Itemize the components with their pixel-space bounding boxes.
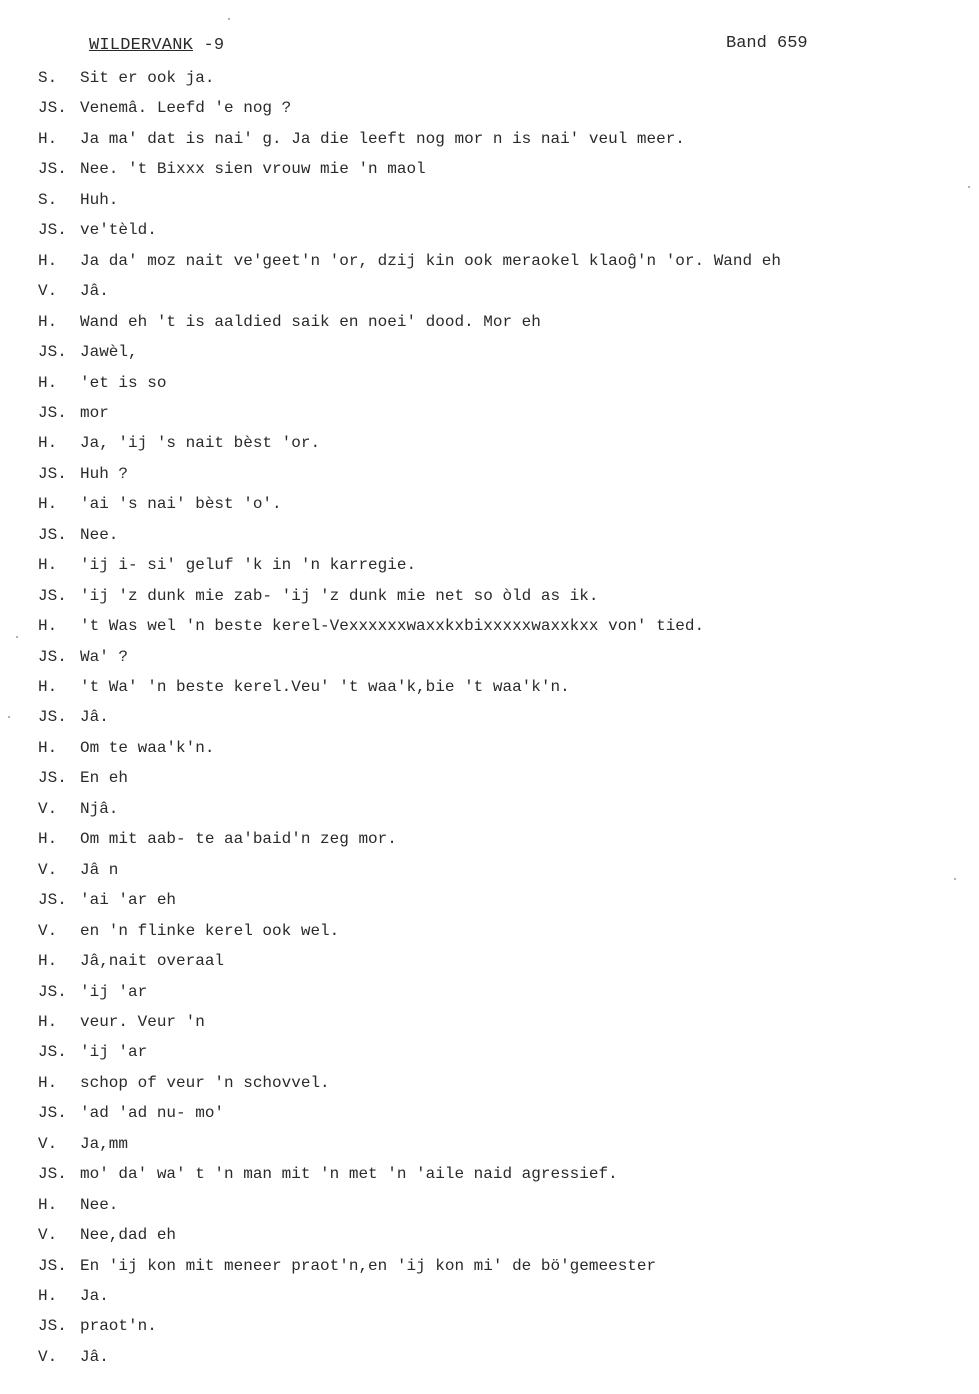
speaker-label: H. — [38, 556, 58, 575]
speaker-label: JS. — [38, 1104, 67, 1123]
speaker-label: V. — [38, 799, 58, 818]
transcript-line — [38, 128, 938, 150]
utterance-text: 't Wa' 'n beste kerel.Veu' 't waa'k,bie 't waa'k'n. — [80, 678, 570, 696]
utterance-text: Venemâ. Leefd 'e nog ? — [80, 99, 292, 118]
utterance-text: En eh — [80, 769, 129, 788]
utterance-text: Jâ. — [80, 708, 109, 727]
utterance-text: Sit er ook ja. — [80, 69, 215, 87]
transcript-line — [38, 554, 938, 576]
transcript-line — [38, 67, 938, 89]
utterance-text: Nee. 't Bixxx sien vrouw mie 'n maol — [80, 160, 426, 179]
speaker-label: JS. — [38, 1256, 67, 1275]
utterance-text: Ja,mm — [80, 1134, 129, 1153]
speaker-label: V. — [38, 1134, 58, 1153]
utterance-text: Njâ. — [80, 799, 119, 818]
utterance-text: Wa' ? — [80, 647, 129, 666]
utterance-text: 'ij 'ar — [80, 982, 148, 1001]
transcript-line — [38, 189, 938, 211]
page-number: -9 — [203, 36, 225, 55]
utterance-text: 't Was wel 'n beste kerel-Vexxxxxxwaxxkxbixxxxxwaxxkxx von' tied. — [80, 617, 705, 636]
utterance-text: En 'ij kon mit meneer praot'n,en 'ij kon mi' de bö'gemeester — [80, 1256, 657, 1275]
speaker-label: H. — [38, 617, 58, 636]
transcript-line — [38, 1041, 938, 1063]
speaker-label: V. — [38, 1226, 58, 1245]
transcript-line — [38, 798, 938, 820]
transcript-line — [38, 493, 938, 515]
transcript-line — [38, 158, 938, 180]
utterance-text: schop of veur 'n schovvel. — [80, 1073, 330, 1092]
utterance-text: veur. Veur 'n — [80, 1012, 205, 1031]
transcript-line — [38, 372, 938, 394]
speaker-label: V. — [38, 860, 58, 879]
transcript-line — [38, 1346, 938, 1368]
band-label: Band 659 — [726, 34, 808, 53]
speaker-label: V. — [38, 282, 58, 301]
speaker-label: H. — [38, 373, 58, 392]
speaker-label: H. — [38, 952, 58, 971]
speaker-label: H. — [38, 830, 58, 849]
transcript-line — [38, 432, 938, 454]
transcript-line — [38, 1224, 938, 1246]
transcript-line — [38, 585, 938, 607]
transcript-line — [38, 950, 938, 972]
utterance-text: 'ad 'ad nu- mo' — [80, 1104, 225, 1123]
speaker-label: JS. — [38, 464, 67, 483]
utterance-text: Jâ n — [80, 860, 119, 879]
speaker-label: H. — [38, 129, 58, 148]
speaker-label: H. — [38, 1073, 58, 1092]
transcript-line — [38, 1163, 938, 1185]
utterance-text: 'ij i- si' geluf 'k in 'n karregie. — [80, 556, 417, 575]
speaker-label: V. — [38, 921, 58, 940]
speaker-label: JS. — [38, 891, 67, 910]
place-name: WILDERVANK — [89, 36, 194, 55]
transcript-line — [38, 463, 938, 485]
speaker-label: H. — [38, 678, 58, 696]
scan-speck — [954, 878, 956, 880]
scan-speck — [16, 636, 18, 638]
speaker-label: JS. — [38, 1317, 67, 1336]
speaker-label: V. — [38, 1347, 58, 1366]
speaker-label: H. — [38, 1287, 58, 1305]
utterance-text: ve'tèld. — [80, 221, 157, 240]
transcript-line — [38, 1133, 938, 1155]
transcript-line — [38, 889, 938, 911]
transcript-line — [38, 767, 938, 789]
speaker-label: JS. — [38, 1043, 67, 1062]
speaker-label: S. — [38, 190, 58, 209]
transcript-line — [38, 1011, 938, 1033]
document-header — [89, 36, 224, 55]
speaker-label: JS. — [38, 647, 67, 666]
transcript-line — [38, 920, 938, 942]
utterance-text: Huh. — [80, 190, 119, 209]
speaker-label: JS. — [38, 221, 67, 240]
transcript-line — [38, 981, 938, 1003]
speaker-label: H. — [38, 495, 58, 514]
utterance-text: Jawèl, — [80, 343, 138, 362]
transcript-line — [38, 341, 938, 363]
utterance-text: praot'n. — [80, 1317, 157, 1336]
utterance-text: Ja da' moz nait ve'geet'n 'or, dzij kin ook meraokel klaoĝ'n 'or. Wand eh — [80, 251, 781, 270]
transcript-line — [38, 706, 938, 728]
utterance-text: Wand eh 't is aaldied saik en noei' dood. Mor eh — [80, 312, 541, 331]
utterance-text: 'ai 'ar eh — [80, 891, 177, 910]
utterance-text: 'ij 'z dunk mie zab- 'ij 'z dunk mie net so òld as ik. — [80, 586, 599, 605]
utterance-text: mo' da' wa' t 'n man mit 'n met 'n 'aile naid agressief. — [80, 1165, 618, 1184]
utterance-text: 'ij 'ar — [80, 1043, 148, 1062]
transcript-line — [38, 280, 938, 302]
speaker-label: H. — [38, 1012, 58, 1031]
transcript-line — [38, 737, 938, 759]
scan-speck — [968, 186, 970, 188]
transcript-line — [38, 1315, 938, 1337]
utterance-text: Jâ. — [80, 1347, 109, 1366]
transcript-line — [38, 646, 938, 668]
utterance-text: Ja ma' dat is nai' g. Ja die leeft nog mor n is nai' veul meer. — [80, 129, 685, 148]
utterance-text: Jâ. — [80, 282, 109, 301]
transcript-line — [38, 1102, 938, 1124]
utterance-text: Nee,dad eh — [80, 1226, 177, 1245]
speaker-label: S. — [38, 69, 58, 87]
speaker-label: JS. — [38, 403, 67, 422]
transcript-line — [38, 828, 938, 850]
transcript-line — [38, 219, 938, 241]
utterance-text: Ja, 'ij 's nait bèst 'or. — [80, 434, 321, 453]
transcript-line — [38, 1285, 938, 1307]
speaker-label: JS. — [38, 982, 67, 1001]
transcript-line — [38, 615, 938, 637]
speaker-label: H. — [38, 312, 58, 331]
utterance-text: Om te waa'k'n. — [80, 738, 215, 757]
speaker-label: JS. — [38, 1165, 67, 1184]
transcript-line — [38, 859, 938, 881]
speaker-label: JS. — [38, 769, 67, 788]
scan-speck — [8, 716, 10, 718]
scan-speck — [228, 18, 230, 20]
speaker-label: JS. — [38, 708, 67, 727]
transcript-line — [38, 1255, 938, 1277]
transcript-line — [38, 311, 938, 333]
transcript-line — [38, 524, 938, 546]
utterance-text: Huh ? — [80, 464, 129, 483]
transcript-line — [38, 1072, 938, 1094]
speaker-label: H. — [38, 1195, 58, 1214]
speaker-label: H. — [38, 434, 58, 453]
speaker-label: JS. — [38, 343, 67, 362]
speaker-label: JS. — [38, 160, 67, 179]
speaker-label: H. — [38, 738, 58, 757]
utterance-text: Ja. — [80, 1287, 109, 1305]
transcript-line — [38, 402, 938, 424]
utterance-text: Om mit aab- te aa'baid'n zeg mor. — [80, 830, 397, 849]
transcript-line — [38, 97, 938, 119]
utterance-text: 'et is so — [80, 373, 167, 392]
speaker-label: H. — [38, 251, 58, 270]
utterance-text: Nee. — [80, 1195, 119, 1214]
utterance-text: 'ai 's nai' bèst 'o'. — [80, 495, 282, 514]
speaker-label: JS. — [38, 525, 67, 544]
speaker-label: JS. — [38, 99, 67, 118]
utterance-text: en 'n flinke kerel ook wel. — [80, 921, 340, 940]
transcript-line — [38, 1194, 938, 1216]
transcript-line — [38, 676, 938, 698]
utterance-text: Nee. — [80, 525, 119, 544]
utterance-text: mor — [80, 403, 109, 422]
utterance-text: Jâ,nait overaal — [80, 952, 225, 971]
transcript-line — [38, 250, 938, 272]
speaker-label: JS. — [38, 586, 67, 605]
